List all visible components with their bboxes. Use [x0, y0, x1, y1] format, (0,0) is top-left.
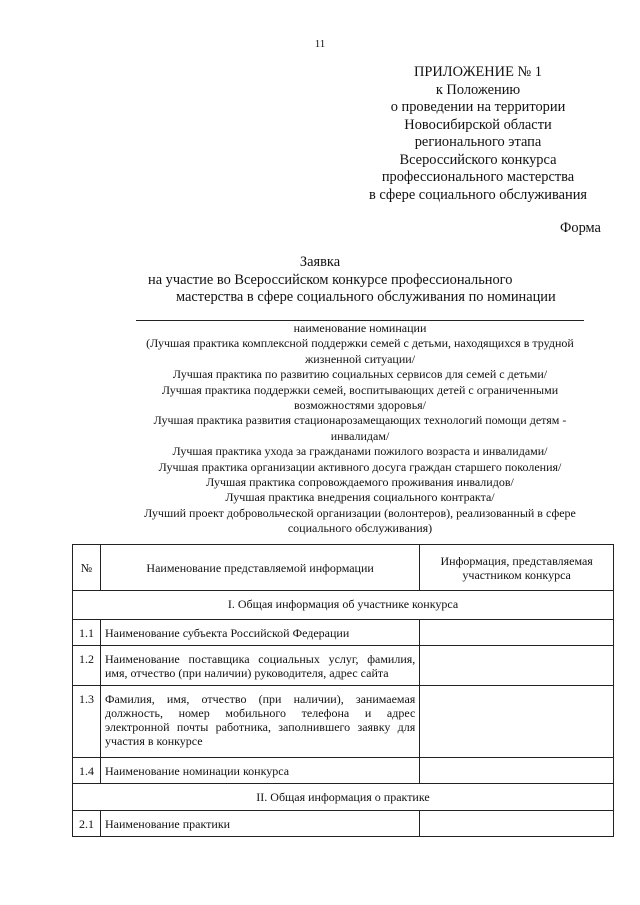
nomination-item: Лучшая практика развития стационарозамещающих технологий помощи детям -: [153, 413, 567, 428]
row-number: 1.1: [73, 620, 101, 646]
nomination-item: Лучший проект добровольческой организации (волонтеров), реализованный в сфере: [144, 505, 576, 520]
row-number: 1.4: [73, 758, 101, 784]
row-number: 2.1: [73, 811, 101, 837]
nomination-item: социального обслуживания): [287, 521, 433, 536]
row-label: Фамилия, имя, отчество (при наличии), занимаемая должность, номер мобильного телефона и адрес электронной почты работника, заполнившего заявку для участия в конкурсе: [100, 686, 419, 758]
table-row: [73, 620, 614, 646]
row-label: Наименование поставщика социальных услуг, фамилия, имя, отчество (при наличии) руководителя, адрес сайта: [100, 646, 419, 686]
header-num: №: [73, 545, 101, 591]
table-row: [73, 686, 614, 758]
nomination-item: Лучшая практика внедрения социального контракта/: [225, 490, 495, 505]
nomination-item: жизненной ситуации/: [304, 351, 416, 366]
nomination-item: Лучшая практика ухода за гражданами пожилого возраста и инвалидами/: [172, 444, 548, 459]
nomination-item: Лучшая практика организации активного досуга граждан старшего поколения/: [158, 459, 562, 474]
page-number: 11: [314, 38, 326, 50]
row-label: Наименование номинации конкурса: [100, 758, 419, 784]
section-row: [73, 591, 614, 620]
appendix-line: профессионального мастерства: [381, 169, 575, 185]
section-title: II. Общая информация о практике: [73, 784, 614, 811]
appendix-line: в сфере социального обслуживания: [368, 186, 588, 203]
row-label: Наименование субъекта Российской Федерации: [100, 620, 419, 646]
appendix-line: ПРИЛОЖЕНИЕ № 1: [414, 64, 542, 80]
appendix-line: о проведении на территории: [390, 99, 566, 115]
table-header-row: [73, 545, 614, 591]
subtitle-line: на участие во Всероссийском конкурсе профессионального: [148, 272, 513, 288]
application-table: [72, 544, 614, 837]
nomination-item: Лучшая практика по развитию социальных сервисов для семей с детьми/: [172, 367, 548, 382]
appendix-header: [318, 64, 638, 204]
appendix-line: к Положению: [435, 81, 521, 98]
nomination-item: возможностями здоровья/: [293, 398, 427, 413]
table-row: [73, 811, 614, 837]
row-value-cell[interactable]: [420, 811, 614, 837]
header-info: Информация, представляемая участником конкурса: [420, 545, 614, 591]
application-subtitle: [148, 272, 556, 306]
row-label: Наименование практики: [100, 811, 419, 837]
appendix-line: регионального этапа: [414, 134, 542, 150]
nomination-item: Лучшая практика сопровождаемого проживания инвалидов/: [206, 475, 514, 490]
row-value-cell[interactable]: [420, 646, 614, 686]
row-value-cell[interactable]: [420, 758, 614, 784]
header-name: Наименование представляемой информации: [100, 545, 419, 591]
nomination-item: инвалидам/: [330, 428, 390, 443]
nomination-list: [110, 321, 610, 537]
table-row: [73, 758, 614, 784]
section-row: [73, 784, 614, 811]
subtitle-line: мастерства в сфере социального обслуживания по номинации: [176, 289, 556, 305]
row-number: 1.2: [73, 646, 101, 686]
appendix-line: Новосибирской области: [404, 116, 552, 133]
row-number: 1.3: [73, 686, 101, 758]
row-value-cell[interactable]: [420, 620, 614, 646]
table-row: [73, 646, 614, 686]
nomination-item: (Лучшая практика комплексной поддержки семей с детьми, находящихся в трудной: [146, 336, 574, 351]
nomination-item: Лучшая практика поддержки семей, воспитывающих детей с ограниченными: [161, 382, 559, 397]
appendix-line: Всероссийского конкурса: [399, 151, 557, 168]
row-value-cell[interactable]: [420, 686, 614, 758]
application-title: Заявка: [299, 254, 341, 270]
form-label: Форма: [560, 220, 601, 236]
section-title: I. Общая информация об участнике конкурса: [73, 591, 614, 620]
nomination-caption: наименование номинации: [293, 321, 427, 335]
